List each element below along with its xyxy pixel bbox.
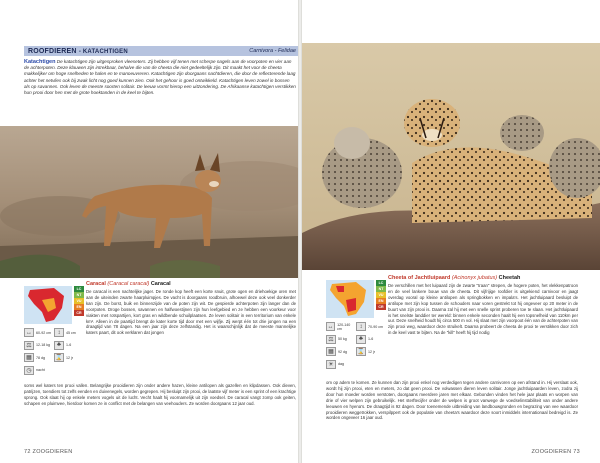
- section-title-main: ROOFDIEREN: [28, 47, 77, 55]
- stat-lifespan: [356, 347, 384, 356]
- stat-weight: [326, 335, 354, 344]
- cheetah-text-wide: om op adem te komen. Ze kunnen dan zijn prooi enkel nog verdedigen tegen andere carnivoren op een afstand in. Hij verslaat ook, wordt hij zijn prooi, eten en meters, zo dat geen prooi. De volwassen dieren leven solitair. Jonge jachtluipaarden leven, zodra zij door hun moeder worden verstoten, doorgaans meerdere jaren met elkaar. Gebonden vinden het hele jaar plaats en worpen van drie of vier welpen zijn gebruikelijk. Het sterftecijfer onder de welpen is groot vanwege de voedselinstabiliteit van onder andere leeuwen en hyena's. De draagtijd is 92 dagen. Door toenemende uitbreiding van landbouwgronden en begrazing van vee waardoor prooidieren weggetrokken, verspilppert ook de populatie van cheeta's waardoor deze soort inmiddels internationaal bedreigd is. Ze worden ongeveer 16 jaar oud.: [326, 380, 578, 421]
- caracal-text-narrow: De caracal is een nachtelijke jager. De ronde kop heeft een korte snuit, grote ogen en driehoekige oren met aan de uiteinden zwarte haarpluimpjes. De vacht is doorgaans roodbruin, alhoewel deze ook veel donkerder kan zijn. De borst, buik en binnenzijde van de poten zijn wit. De gespierde achterpoten zijn langer dan de voorpoten. Droge bossen, savannen en halfwoestijnen zijn hun leefgebied en ze hebben een voorkeur voor viakten met rotspartijen, kort gras en wildbende schuilplaatsen. Ze leven solitair in een territorium van enkele km². Alleen in de paartijd brengt de kater korte tijd door met een wijfje. Zij werpt één tot drie jongen na een draagtijd van 78 dagen. Na een jaar zijn deze zelfstandig. Het is waarschijnlijk dat de meeste mannelijke katers paart, dit ook verklaren dat jongen: [86, 289, 296, 336]
- clock-icon: ◷: [24, 366, 34, 375]
- stat-height-value: 45 cm: [66, 330, 76, 335]
- status-cr: CR: [74, 310, 84, 316]
- height-icon: ↕: [356, 322, 366, 331]
- stat-gestation-value: 78 dg: [36, 355, 45, 360]
- length-icon: ↔: [327, 323, 334, 330]
- cheetah-name-nl-alt: of Jachtluipaard: [407, 275, 451, 281]
- status-vu: VU: [376, 292, 386, 298]
- caracal-range-map: [24, 286, 72, 324]
- calendar-icon: ▦: [24, 353, 34, 362]
- cheetah-photo: [302, 43, 600, 270]
- caracal-name-en: Caracal: [150, 281, 171, 287]
- litter-icon: ♣: [356, 335, 366, 344]
- litter-icon: ♣: [54, 341, 64, 350]
- status-lc: LC: [376, 280, 386, 286]
- weight-icon: ⚖: [326, 335, 336, 344]
- cheetah-name-latin: (Acinonyx jubatus): [451, 275, 498, 281]
- stat-activity-value: dag: [338, 362, 344, 366]
- weight-icon: ⚖: [24, 341, 34, 350]
- caracal-photo: [0, 126, 298, 278]
- cheetah-photo-image: [302, 43, 600, 270]
- family-name: Carnivora - Felidae: [249, 48, 296, 54]
- caracal-name-latin: (Caracal caracal): [107, 281, 150, 287]
- caracal-status-scale: [74, 286, 84, 316]
- stat-height: [54, 328, 82, 337]
- stat-length-value: 120-140 cm: [337, 322, 351, 331]
- caracal-stats: [24, 328, 82, 378]
- lifespan-icon: ⌛: [55, 355, 63, 361]
- calendar-icon: ▦: [326, 347, 336, 356]
- stat-lifespan: [54, 353, 82, 362]
- stat-litter-value: 1-6: [66, 343, 72, 347]
- stat-lifespan-value: 12 jr: [368, 349, 375, 354]
- stat-height: [356, 322, 384, 331]
- status-en: EN: [74, 304, 84, 310]
- section-title: [28, 48, 128, 55]
- caracal-text-wide: soms wel katers ten prooi vallen. Belangrijke prooidieren zijn onder andere hazen, kleine antilopen als gazellen en klipdassen. Ook dieven, patrijzen, toendiers tot zelfs eenden en duivenegels, worden gegrepen. Hij besluipt zijn prooi, de laatste vijf meter is een sprint of een krachtige sprong. Ook slaat hij op enkele meters vogels uit de lucht. Vecht haalt hij voornamelijk uit zijn voedsel. De caracal vangt zomp ook geiten, schapen en pluimvee, hierdoor komen ze in conflict met de belangen van veehouders. Ze worden doorgaans 12 jaar oud.: [24, 383, 296, 406]
- cheetah-name-en: Cheetah: [498, 275, 521, 281]
- cheetah-range-map: [326, 280, 374, 318]
- stat-weight-value: 50 kg: [338, 337, 347, 341]
- stat-gestation: [326, 347, 354, 356]
- stat-activity: [326, 360, 354, 369]
- stat-gestation: [24, 353, 52, 362]
- cheetah-stats: [326, 322, 384, 372]
- caracal-name-nl: Caracal: [86, 281, 106, 287]
- section-subtitle: - KATACHTIGEN: [78, 48, 128, 55]
- lifespan-icon: ⌛: [357, 349, 365, 355]
- intro-text: De katachtigen zijn uitgesproken vleeseters. Zij hebben vijf tenen met scherpe nagels aan de voorpoten en vier aan de achterpoten. Deze klauwen zijn intrekbaar, behalve die van de cheeta die niet gedeeltelijk zijn. Dit maakt het voor de cheeta makkelijker om hoge snelheden te halen en te manoeuvreren. Katachtigen zijn doorgaans nachtdieren, die door de reflecterende laag achter het netvlies ook bij zwak licht nog goed kunnen zien. Ook het gehoor is goed ontwikkeld. Katachtigen leven zowel in bossen als op savannes. Ook leven de meeste soorten solitair. De leeuw vormt hierop een uitzondering. De Afrikaanse katachtigen verstikken hun prooi door hen met de grote hoektanden in de keel te bijten.: [24, 59, 296, 96]
- left-page: [0, 0, 298, 463]
- intro-lead: Katachtigen: [24, 59, 56, 65]
- length-icon: ↔: [26, 329, 32, 336]
- stat-activity-value: nacht: [36, 368, 45, 372]
- stat-length: [326, 322, 354, 331]
- stat-litter: [54, 341, 82, 350]
- status-cr: CR: [376, 304, 386, 310]
- cheetah-name-nl: Cheeta: [388, 275, 407, 281]
- stat-weight-value: 12-18 kg: [36, 343, 50, 347]
- stat-weight: [24, 341, 52, 350]
- cheetah-status-scale: [376, 280, 386, 310]
- status-lc: LC: [74, 286, 84, 292]
- stat-litter: [356, 335, 384, 344]
- clock-icon: ☀: [326, 360, 336, 369]
- status-nt: NT: [376, 286, 386, 292]
- caracal-photo-image: [0, 126, 298, 278]
- cheetah-name: [388, 275, 520, 281]
- caracal-name: [86, 281, 171, 287]
- stat-litter-value: 1-6: [368, 337, 374, 341]
- page-number-left: 72 ZOOGDIEREN: [24, 449, 73, 455]
- height-icon: ↕: [54, 328, 64, 337]
- page-number-right: ZOOGDIEREN 73: [531, 449, 580, 455]
- section-header: [24, 46, 300, 56]
- status-en: EN: [376, 298, 386, 304]
- stat-gestation-value: 92 dg: [338, 349, 347, 354]
- stat-length: [24, 328, 52, 337]
- stat-lifespan-value: 12 jr: [66, 355, 73, 360]
- stat-activity: [24, 366, 52, 375]
- status-vu: VU: [74, 298, 84, 304]
- stat-length-value: 60-92 cm: [36, 330, 51, 335]
- stat-height-value: 70-90 cm: [368, 324, 383, 329]
- intro-paragraph: [24, 59, 296, 96]
- cheetah-text-narrow: De verschillen met het luipaard zijn de zwarte "traan" strepen, de hogere poten, het vlekkenpatroon en de veel lankere bouw van de cheeta. Dit vijfrijige roofdier is uitgekiend carnivoor en jaagt overdag vooral op kleine antilopen als springbokken en impala's. Het jachtluipaard besluipt de antilope met zijn kop tussen de schouders naar voren gestrekt tot hij ongeveer op 20 meter in de buurt van zijn prooi is. Daarna zal hij met een snelle sprint proberen toe te slaan. Het jachtluipaard is het snelste landdier ter wereld: binnen enkele seconden haalt hij een topsnelheid van 110km per uur. Deze snelheid houdt hij circa 500 m vol. Hij slaat met zijn voorpoot één van de achterpoten van zijn prooi weg, waardoor deze struikelt. Daarna probeert de cheeta de prooi te verstikken door zich in de keel vast te bijten. Na de "kill" heeft hij tijd nodig: [388, 283, 578, 336]
- status-nt: NT: [74, 292, 84, 298]
